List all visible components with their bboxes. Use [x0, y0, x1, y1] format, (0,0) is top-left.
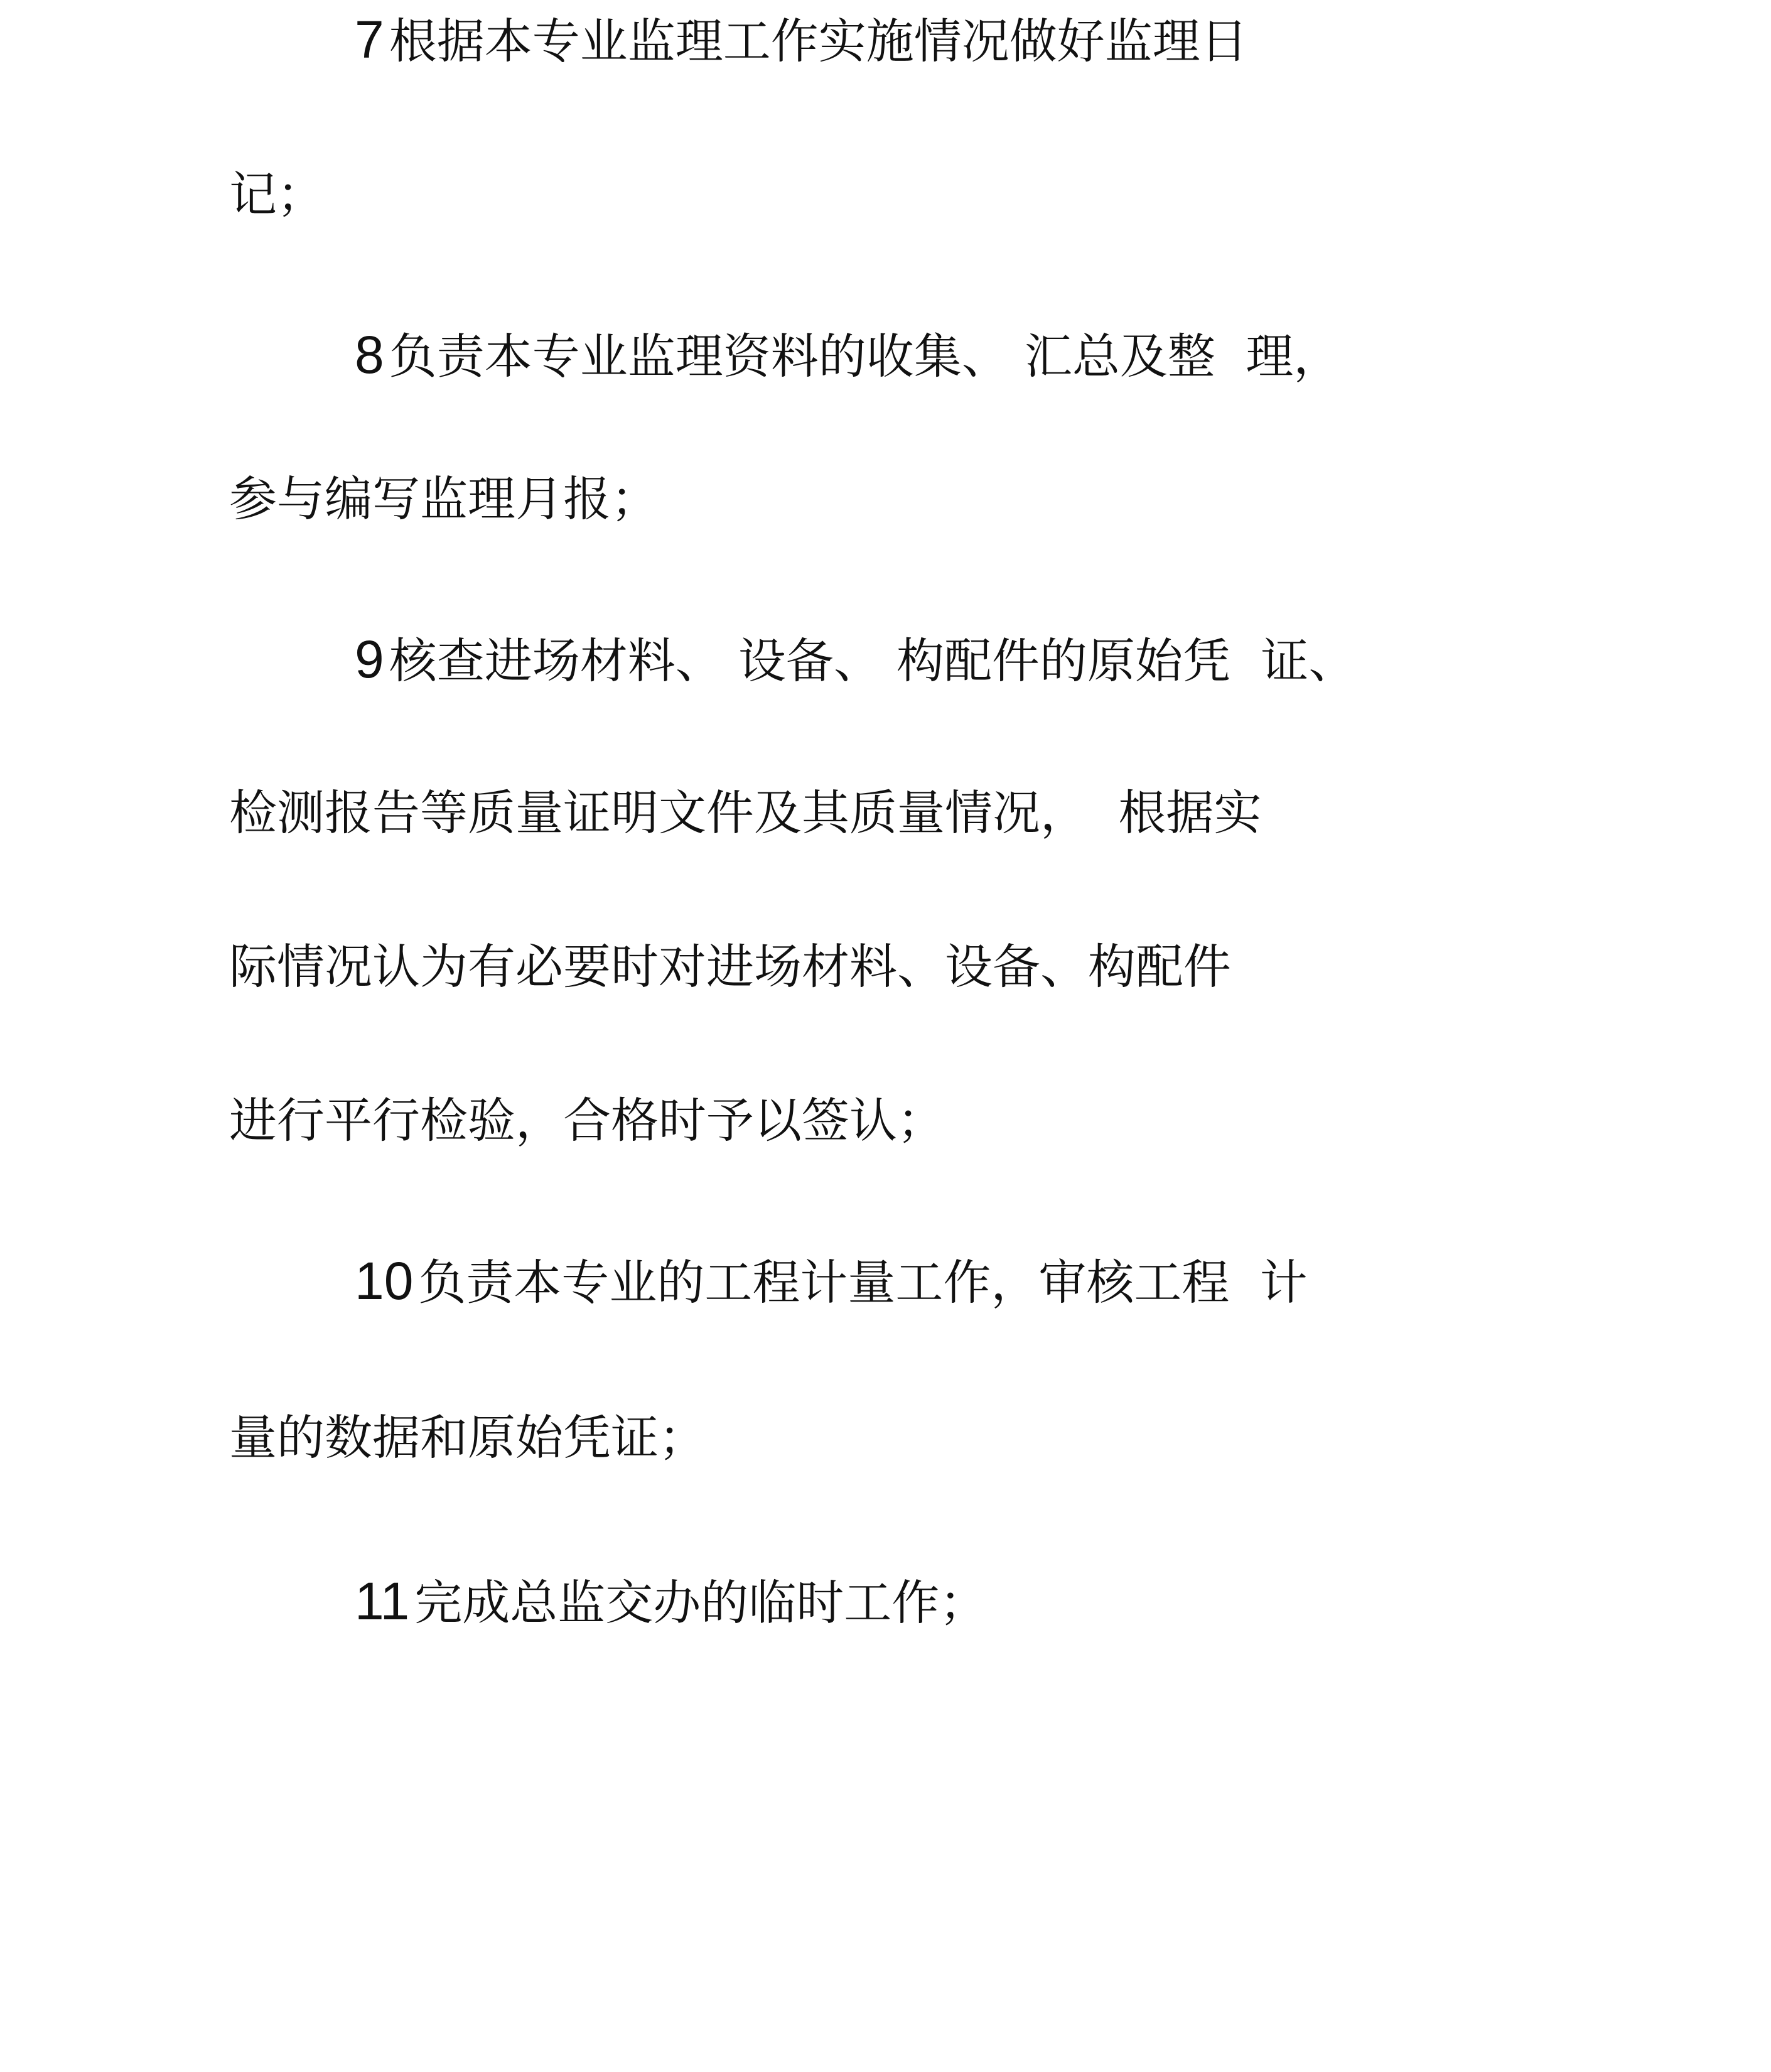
item-text: 完成总监交办的临时工作；	[414, 1575, 988, 1631]
item-text: 负责本专业的工程计量工作，审核工程 计	[418, 1255, 1308, 1310]
item-text: 根据本专业监理工作实施情况做好监理日	[389, 13, 1248, 69]
item-8-line-1	[355, 320, 1341, 389]
item-7-line-2	[229, 160, 325, 229]
item-7-line-1	[355, 5, 1248, 74]
item-text: 参与编写监理月报；	[229, 471, 659, 527]
item-number: 7	[355, 10, 384, 69]
item-number: 9	[355, 630, 384, 689]
item-text: 核查进场材料、 设备、 构配件的原始凭 证、	[389, 633, 1357, 689]
item-number: 10	[355, 1251, 414, 1310]
item-9-line-1	[355, 625, 1356, 694]
item-number: 8	[355, 325, 384, 384]
item-text: 检测报告等质量证明文件及其质量情况， 根据实	[229, 785, 1262, 841]
item-text: 负责本专业监理资料的收集、 汇总及整 理，	[389, 328, 1342, 384]
item-text: 记；	[229, 166, 325, 222]
item-text: 量的数据和原始凭证；	[229, 1410, 706, 1465]
item-9-line-3	[229, 932, 1231, 1001]
item-text: 进行平行检验，合格时予以签认；	[229, 1093, 945, 1148]
item-text: 际情况认为有必要时对进场材料、设备、构配件	[229, 939, 1231, 995]
item-9-line-4	[229, 1086, 945, 1155]
item-9-line-2	[229, 779, 1261, 848]
item-11-line-1	[355, 1567, 987, 1636]
item-8-line-2	[229, 465, 659, 534]
item-10-line-1	[355, 1246, 1308, 1315]
item-number: 11	[355, 1572, 410, 1631]
item-10-line-2	[229, 1403, 706, 1472]
